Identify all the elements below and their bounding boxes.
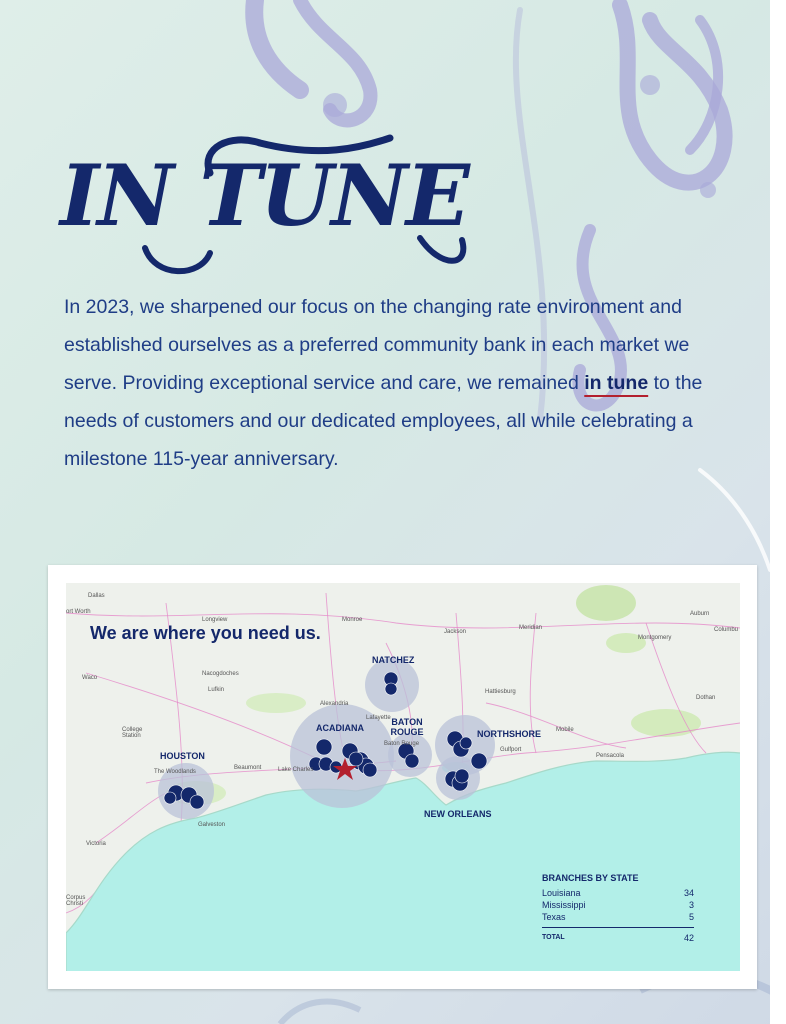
branch-count: 3 (688, 900, 694, 910)
city-label: Auburn (690, 611, 710, 617)
city-label: Mobile (556, 727, 574, 733)
branches-by-state-table (542, 873, 694, 944)
city-label: The Woodlands (154, 769, 196, 775)
intro-paragraph (64, 288, 704, 478)
city-label: Nacogdoches (202, 671, 239, 677)
total-value: 42 (683, 933, 694, 943)
city-label: Baton Rouge (384, 741, 420, 747)
city-label: Dallas (88, 593, 105, 599)
city-label: Victoria (86, 841, 106, 847)
state-name: Texas (542, 912, 566, 922)
state-name: Louisiana (542, 888, 581, 898)
branch-map (66, 583, 740, 971)
city-label: Longview (202, 617, 228, 623)
city-label: Corpus Christi (66, 895, 86, 907)
city-label: Meridian (519, 625, 543, 631)
region-label-acadiana: ACADIANA (316, 723, 364, 733)
region-label-baton-rouge: BATON ROUGE (390, 717, 424, 737)
city-label: Pensacola (596, 753, 625, 759)
branch-map-card (48, 565, 757, 989)
page-edge (770, 0, 786, 1024)
branch-count: 5 (688, 912, 694, 922)
city-label: Jackson (444, 629, 467, 635)
city-label: Waco (82, 675, 98, 681)
total-label: TOTAL (542, 934, 565, 941)
branch-count: 34 (683, 888, 694, 898)
map-title: We are where you need us. (90, 623, 321, 643)
city-label: Monroe (342, 617, 363, 623)
table-row (542, 911, 694, 923)
region-label-houston: HOUSTON (160, 751, 205, 761)
city-label: College Station (122, 727, 143, 739)
page-title (60, 128, 500, 278)
city-label: Hattiesburg (485, 689, 516, 695)
intro-text-end: to the needs of customers and our dedicated employees, all while celebrating a milestone 115-year anniversary. (64, 372, 703, 470)
city-label: ort Worth (66, 609, 91, 615)
city-label: Montgomery (638, 635, 672, 641)
region-label-natchez: NATCHEZ (372, 655, 415, 665)
city-label: Lake Charles (278, 767, 314, 773)
city-label: Gulfport (500, 747, 522, 753)
city-label: Columbu (714, 627, 739, 633)
city-label: Beaumont (234, 765, 262, 771)
intro-highlight: in tune (584, 372, 649, 394)
state-name: Mississippi (542, 900, 586, 910)
city-label: Alexandria (320, 701, 349, 707)
table-row (542, 887, 694, 899)
region-label-new-orleans: NEW ORLEANS (424, 809, 492, 819)
total-row (542, 927, 694, 944)
branches-heading: BRANCHES BY STATE (542, 873, 639, 883)
city-label: Lafayette (366, 715, 391, 721)
city-label: Galveston (198, 822, 226, 828)
city-label: Lufkin (208, 687, 225, 693)
city-label: Dothan (696, 695, 716, 701)
table-row (542, 899, 694, 911)
title-text: IN TUNE (60, 146, 468, 245)
region-label-northshore: NORTHSHORE (477, 729, 542, 739)
intro-text-start: In 2023, we sharpened our focus on the changing rate environment and established ourselves as a preferred community bank in each market we serve. Providing exceptional service and care, we remained (64, 296, 690, 394)
